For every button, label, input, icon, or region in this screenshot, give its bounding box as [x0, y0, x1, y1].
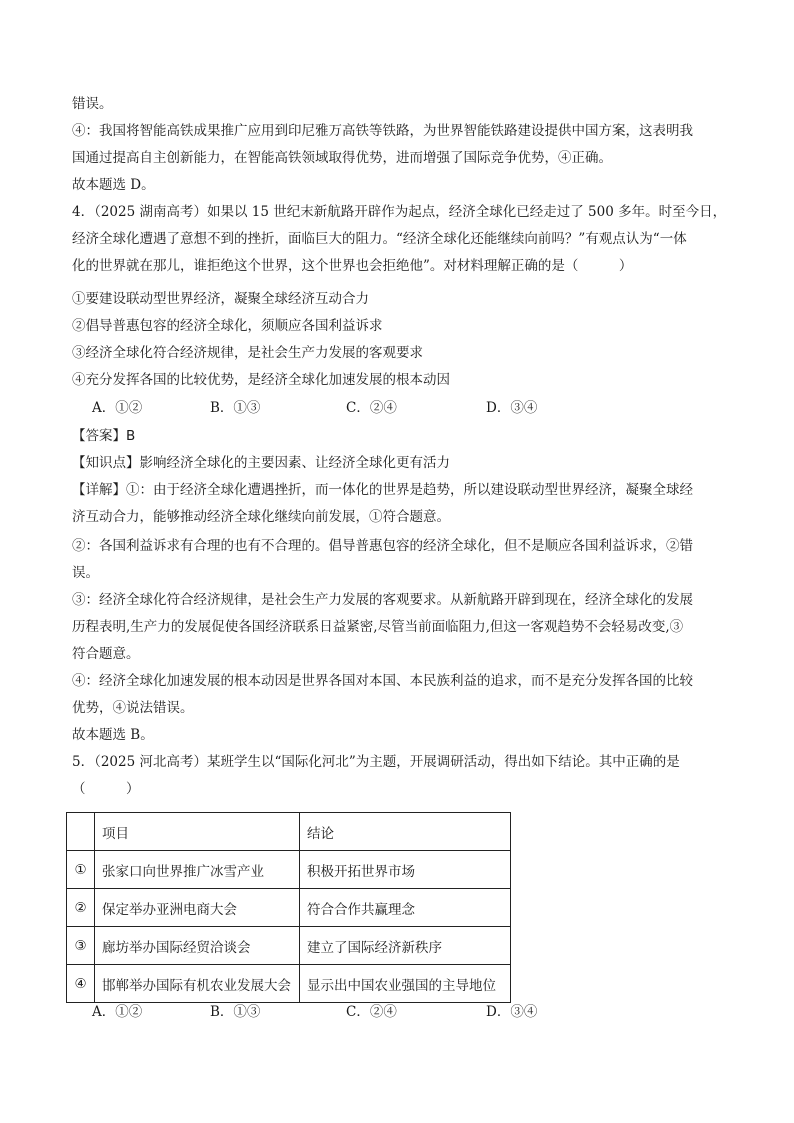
- table-row: [67, 965, 511, 1003]
- knowledge-point: 【知识点】影响经济全球化的主要因素、让经济全球化更有活力: [72, 455, 450, 471]
- table-header-cell: 项目: [95, 813, 300, 851]
- question-4-stem: 4．（2025 湖南高考）如果以 15 世纪末新航路开辟作为起点，经济全球化已经走过了 500 多年。时至今日，: [72, 204, 727, 220]
- table-cell: 邯郸举办国际有机农业发展大会: [95, 965, 300, 1003]
- explanation-line: 济互动合力，能够推动经济全球化继续向前发展，①符合题意。: [72, 509, 450, 525]
- table-cell: ③: [67, 927, 95, 965]
- explanation-line: ③：经济全球化符合经济规律，是社会生产力发展的客观要求。从新航路开辟到现在，经济全球化的发展: [72, 592, 693, 608]
- question-5-option-d: D．③④: [486, 1004, 538, 1020]
- table-header-cell: 结论: [300, 813, 511, 851]
- table-cell: 积极开拓世界市场: [300, 851, 511, 889]
- table-row: [67, 889, 511, 927]
- table-cell: 保定举办亚洲电商大会: [95, 889, 300, 927]
- explanation-line: 符合题意。: [72, 646, 140, 662]
- question-4-stem: 化的世界就在那儿，谁拒绝这个世界，这个世界也会拒绝他”。对材料理解正确的是（ ）: [72, 258, 633, 274]
- text-line: 错误。: [72, 96, 113, 112]
- explanation-line: 【详解】①：由于经济全球化遭遇挫折，而一体化的世界是趋势，所以建设联动型世界经济，凝聚全球经: [72, 482, 693, 498]
- table-cell: 符合合作共赢理念: [300, 889, 511, 927]
- text-line: 国通过提高自主创新能力，在智能高铁领域取得优势，进而增强了国际竞争优势，④正确。: [72, 150, 612, 166]
- table-row: [67, 851, 511, 889]
- question-5-stem: （ ）: [72, 781, 140, 797]
- table-cell: ②: [67, 889, 95, 927]
- question-4-statement: ②倡导普惠包容的经济全球化，须顺应各国利益诉求: [72, 318, 383, 334]
- explanation-line: ④：经济全球化加速发展的根本动因是世界各国对本国、本民族利益的追求，而不是充分发挥各国的比较: [72, 673, 693, 689]
- explanation-line: 历程表明,生产力的发展促使各国经济联系日益紧密,尽管当前面临阻力,但这一客观趋势不会轻易改变,③: [72, 619, 684, 635]
- table-cell: ①: [67, 851, 95, 889]
- explanation-line: ②：各国利益诉求有合理的也有不合理的。倡导普惠包容的经济全球化，但不是顺应各国利益诉求，②错: [72, 538, 693, 554]
- explanation-line: 误。: [72, 565, 99, 581]
- explanation-line: 优势，④说法错误。: [72, 700, 194, 716]
- table-header-cell: [67, 813, 95, 851]
- question-4-option-a: A．①②: [92, 400, 143, 416]
- question-5-option-a: A．①②: [92, 1004, 143, 1020]
- question-4-option-b: B．①③: [210, 400, 261, 416]
- table-cell: 张家口向世界推广冰雪产业: [95, 851, 300, 889]
- table-cell: 廊坊举办国际经贸洽谈会: [95, 927, 300, 965]
- question-4-statement: ④充分发挥各国的比较优势，是经济全球化加速发展的根本动因: [72, 372, 450, 388]
- question-5-option-b: B．①③: [210, 1004, 261, 1020]
- question-5-table: [66, 812, 511, 1003]
- table-cell: ④: [67, 965, 95, 1003]
- table-cell: 建立了国际经济新秩序: [300, 927, 511, 965]
- table-header-row: [67, 813, 511, 851]
- question-4-option-c: C．②④: [346, 400, 397, 416]
- question-5-stem: 5．（2025 河北高考）某班学生以“国际化河北”为主题，开展调研活动，得出如下结论。其中正确的是: [72, 754, 680, 770]
- text-line: 故本题选 D。: [72, 177, 155, 193]
- question-4-stem: 经济全球化遭遇了意想不到的挫折，面临巨大的阻力。“经济全球化还能继续向前吗？”有观点认为“一体: [72, 231, 687, 247]
- question-4-option-d: D．③④: [486, 400, 538, 416]
- answer-label: 【答案】B: [72, 428, 136, 444]
- question-4-statement: ①要建设联动型世界经济，凝聚全球经济互动合力: [72, 291, 369, 307]
- question-5-option-c: C．②④: [346, 1004, 397, 1020]
- table-row: [67, 927, 511, 965]
- text-line: ④：我国将智能高铁成果推广应用到印尼雅万高铁等铁路，为世界智能铁路建设提供中国方案，这表明我: [72, 123, 693, 139]
- table-cell: 显示出中国农业强国的主导地位: [300, 965, 511, 1003]
- question-4-statement: ③经济全球化符合经济规律，是社会生产力发展的客观要求: [72, 345, 423, 361]
- explanation-line: 故本题选 B。: [72, 727, 154, 743]
